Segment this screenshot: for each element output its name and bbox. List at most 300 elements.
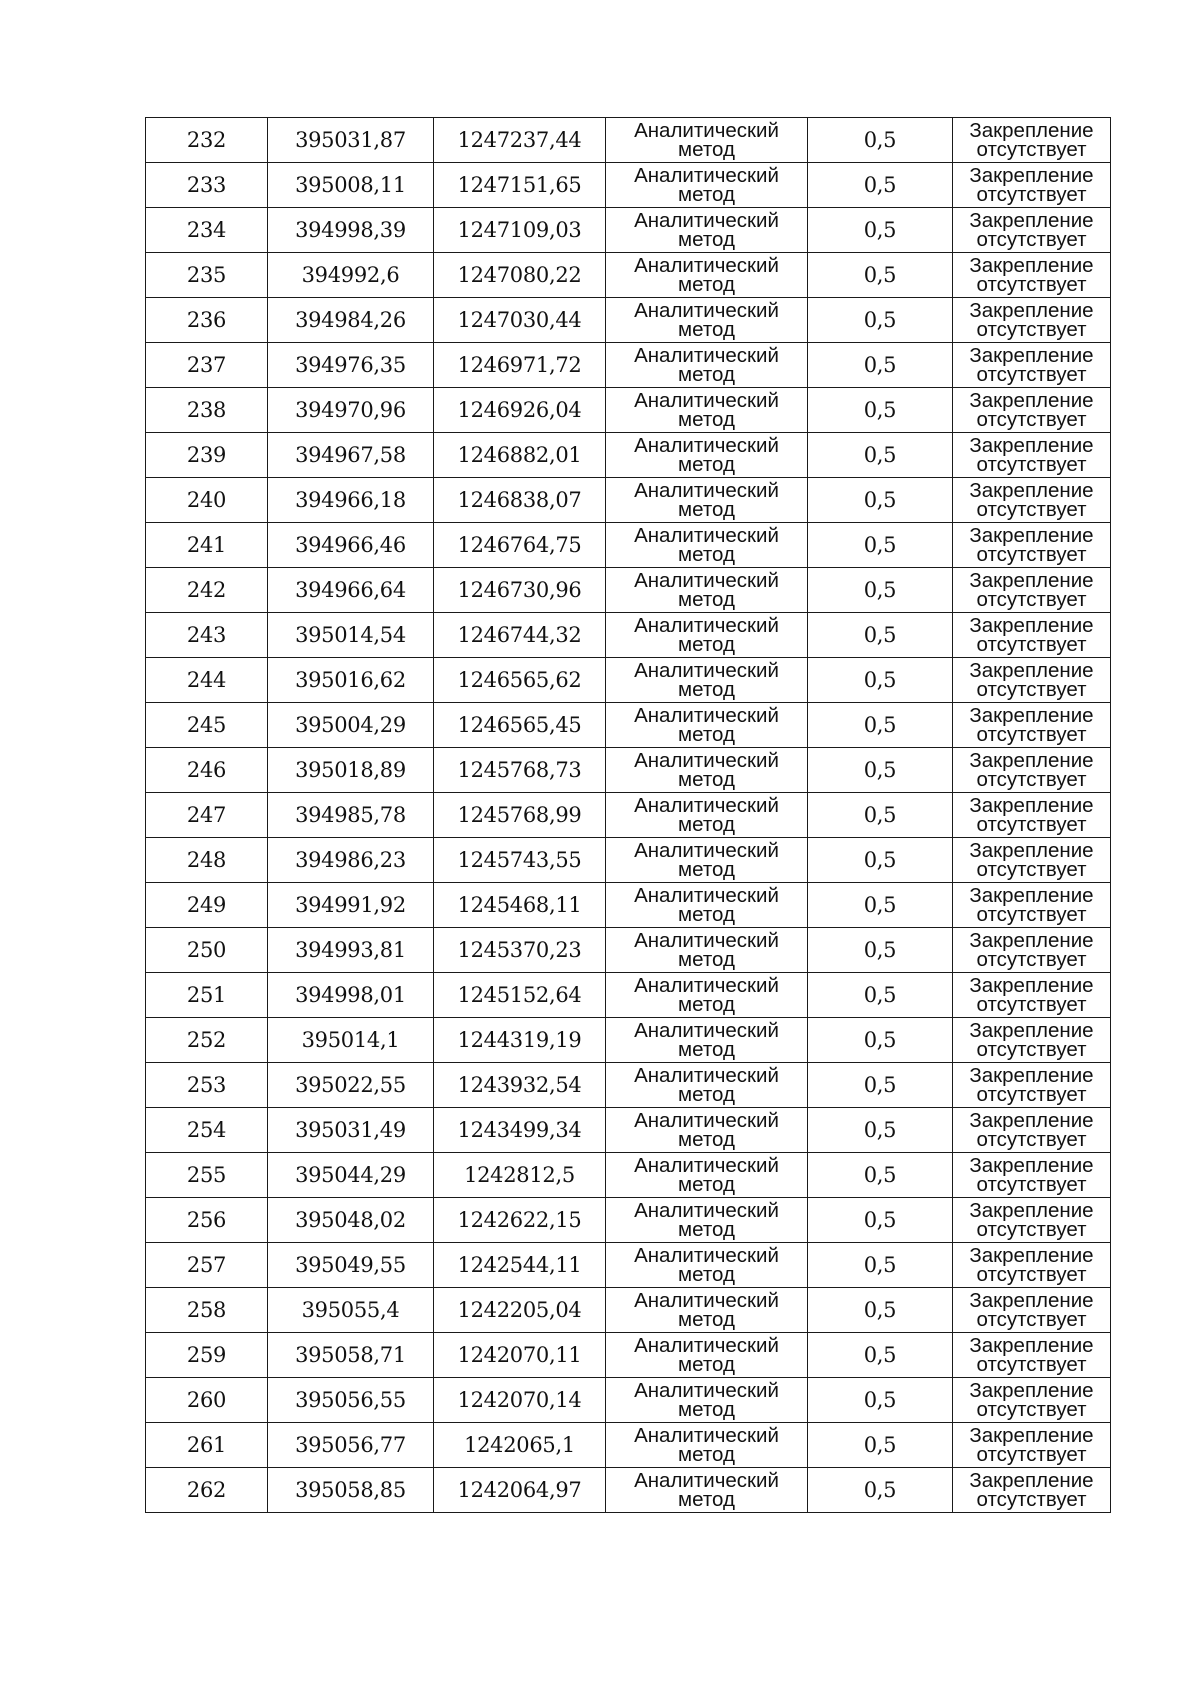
- method-cell-line: Аналитический: [634, 749, 779, 772]
- error-cell: 0,5: [808, 163, 953, 208]
- point-number-cell: 234: [146, 208, 268, 253]
- method-cell: [606, 118, 808, 163]
- fixing-cell: [953, 478, 1111, 523]
- fixing-cell-line: Закрепление: [969, 614, 1094, 637]
- method-cell-line: Аналитический: [634, 1064, 779, 1087]
- x-coordinate-cell: 394998,39: [268, 208, 434, 253]
- table-row: [146, 1198, 1111, 1243]
- point-number-cell: 232: [146, 118, 268, 163]
- method-cell-line: метод: [678, 1128, 735, 1151]
- fixing-cell-line: Закрепление: [969, 524, 1094, 547]
- error-cell: 0,5: [808, 1063, 953, 1108]
- table-row: [146, 928, 1111, 973]
- point-number-cell: 238: [146, 388, 268, 433]
- fixing-cell: [953, 1243, 1111, 1288]
- y-coordinate-cell: 1246971,72: [434, 343, 606, 388]
- method-cell-line: метод: [678, 633, 735, 656]
- method-cell-line: Аналитический: [634, 1154, 779, 1177]
- y-coordinate-cell: 1242544,11: [434, 1243, 606, 1288]
- error-cell: 0,5: [808, 748, 953, 793]
- point-number-cell: 239: [146, 433, 268, 478]
- method-cell-line: метод: [678, 228, 735, 251]
- table-row: [146, 253, 1111, 298]
- point-number-cell: 260: [146, 1378, 268, 1423]
- point-number-cell: 247: [146, 793, 268, 838]
- fixing-cell-line: отсутствует: [976, 1488, 1087, 1511]
- fixing-cell: [953, 1153, 1111, 1198]
- table-row: [146, 1468, 1111, 1513]
- y-coordinate-cell: 1247109,03: [434, 208, 606, 253]
- method-cell: [606, 1198, 808, 1243]
- fixing-cell-line: отсутствует: [976, 1398, 1087, 1421]
- method-cell-line: метод: [678, 1173, 735, 1196]
- method-cell-line: Аналитический: [634, 794, 779, 817]
- fixing-cell-line: отсутствует: [976, 228, 1087, 251]
- error-cell: 0,5: [808, 1288, 953, 1333]
- x-coordinate-cell: 394966,18: [268, 478, 434, 523]
- table-row: [146, 1018, 1111, 1063]
- error-cell: 0,5: [808, 388, 953, 433]
- method-cell-line: метод: [678, 948, 735, 971]
- x-coordinate-cell: 395022,55: [268, 1063, 434, 1108]
- method-cell-line: метод: [678, 858, 735, 881]
- fixing-cell-line: отсутствует: [976, 768, 1087, 791]
- x-coordinate-cell: 394966,64: [268, 568, 434, 613]
- table-row: [146, 298, 1111, 343]
- point-number-cell: 262: [146, 1468, 268, 1513]
- table-row: [146, 793, 1111, 838]
- y-coordinate-cell: 1246926,04: [434, 388, 606, 433]
- method-cell-line: метод: [678, 723, 735, 746]
- point-number-cell: 237: [146, 343, 268, 388]
- x-coordinate-cell: 395058,71: [268, 1333, 434, 1378]
- fixing-cell-line: отсутствует: [976, 1218, 1087, 1241]
- method-cell: [606, 793, 808, 838]
- fixing-cell-line: отсутствует: [976, 1443, 1087, 1466]
- point-number-cell: 257: [146, 1243, 268, 1288]
- fixing-cell-line: Закрепление: [969, 434, 1094, 457]
- table-row: [146, 1423, 1111, 1468]
- fixing-cell-line: отсутствует: [976, 1353, 1087, 1376]
- x-coordinate-cell: 395018,89: [268, 748, 434, 793]
- method-cell-line: метод: [678, 1488, 735, 1511]
- fixing-cell-line: Закрепление: [969, 254, 1094, 277]
- x-coordinate-cell: 395016,62: [268, 658, 434, 703]
- method-cell-line: метод: [678, 813, 735, 836]
- method-cell: [606, 613, 808, 658]
- method-cell-line: метод: [678, 498, 735, 521]
- y-coordinate-cell: 1242070,11: [434, 1333, 606, 1378]
- y-coordinate-cell: 1244319,19: [434, 1018, 606, 1063]
- method-cell-line: метод: [678, 363, 735, 386]
- fixing-cell-line: Закрепление: [969, 839, 1094, 862]
- fixing-cell: [953, 298, 1111, 343]
- fixing-cell-line: отсутствует: [976, 273, 1087, 296]
- method-cell-line: метод: [678, 1083, 735, 1106]
- method-cell-line: Аналитический: [634, 164, 779, 187]
- method-cell: [606, 523, 808, 568]
- method-cell-line: Аналитический: [634, 1019, 779, 1042]
- method-cell: [606, 928, 808, 973]
- table-row: [146, 118, 1111, 163]
- error-cell: 0,5: [808, 433, 953, 478]
- method-cell-line: метод: [678, 453, 735, 476]
- point-number-cell: 236: [146, 298, 268, 343]
- method-cell: [606, 1018, 808, 1063]
- y-coordinate-cell: 1246565,45: [434, 703, 606, 748]
- fixing-cell-line: Закрепление: [969, 884, 1094, 907]
- table-row: [146, 1153, 1111, 1198]
- fixing-cell-line: отсутствует: [976, 1263, 1087, 1286]
- fixing-cell-line: Закрепление: [969, 1019, 1094, 1042]
- x-coordinate-cell: 395058,85: [268, 1468, 434, 1513]
- method-cell-line: метод: [678, 1263, 735, 1286]
- table-row: [146, 703, 1111, 748]
- point-number-cell: 259: [146, 1333, 268, 1378]
- y-coordinate-cell: 1245468,11: [434, 883, 606, 928]
- y-coordinate-cell: 1242064,97: [434, 1468, 606, 1513]
- error-cell: 0,5: [808, 703, 953, 748]
- fixing-cell-line: Закрепление: [969, 119, 1094, 142]
- x-coordinate-cell: 394966,46: [268, 523, 434, 568]
- fixing-cell: [953, 613, 1111, 658]
- table-row: [146, 343, 1111, 388]
- error-cell: 0,5: [808, 928, 953, 973]
- method-cell-line: Аналитический: [634, 1469, 779, 1492]
- y-coordinate-cell: 1246565,62: [434, 658, 606, 703]
- table-row: [146, 883, 1111, 928]
- fixing-cell-line: Закрепление: [969, 794, 1094, 817]
- y-coordinate-cell: 1247030,44: [434, 298, 606, 343]
- error-cell: 0,5: [808, 298, 953, 343]
- fixing-cell-line: Закрепление: [969, 344, 1094, 367]
- method-cell-line: Аналитический: [634, 1424, 779, 1447]
- fixing-cell: [953, 1468, 1111, 1513]
- error-cell: 0,5: [808, 208, 953, 253]
- point-number-cell: 242: [146, 568, 268, 613]
- method-cell: [606, 703, 808, 748]
- fixing-cell: [953, 163, 1111, 208]
- method-cell-line: метод: [678, 1398, 735, 1421]
- point-number-cell: 250: [146, 928, 268, 973]
- table-row: [146, 568, 1111, 613]
- method-cell: [606, 1108, 808, 1153]
- fixing-cell-line: отсутствует: [976, 453, 1087, 476]
- fixing-cell: [953, 433, 1111, 478]
- y-coordinate-cell: 1242065,1: [434, 1423, 606, 1468]
- fixing-cell-line: Закрепление: [969, 164, 1094, 187]
- x-coordinate-cell: 394984,26: [268, 298, 434, 343]
- x-coordinate-cell: 395055,4: [268, 1288, 434, 1333]
- x-coordinate-cell: 394976,35: [268, 343, 434, 388]
- x-coordinate-cell: 394993,81: [268, 928, 434, 973]
- table-row: [146, 1333, 1111, 1378]
- error-cell: 0,5: [808, 568, 953, 613]
- y-coordinate-cell: 1242070,14: [434, 1378, 606, 1423]
- fixing-cell: [953, 838, 1111, 883]
- method-cell-line: Аналитический: [634, 209, 779, 232]
- y-coordinate-cell: 1245768,99: [434, 793, 606, 838]
- fixing-cell-line: отсутствует: [976, 588, 1087, 611]
- method-cell-line: Аналитический: [634, 389, 779, 412]
- method-cell-line: Аналитический: [634, 1379, 779, 1402]
- fixing-cell-line: Закрепление: [969, 704, 1094, 727]
- method-cell: [606, 658, 808, 703]
- method-cell-line: Аналитический: [634, 569, 779, 592]
- fixing-cell-line: отсутствует: [976, 1083, 1087, 1106]
- y-coordinate-cell: 1246764,75: [434, 523, 606, 568]
- fixing-cell-line: отсутствует: [976, 363, 1087, 386]
- y-coordinate-cell: 1246730,96: [434, 568, 606, 613]
- x-coordinate-cell: 394970,96: [268, 388, 434, 433]
- method-cell: [606, 748, 808, 793]
- method-cell: [606, 253, 808, 298]
- method-cell: [606, 1333, 808, 1378]
- method-cell: [606, 838, 808, 883]
- x-coordinate-cell: 395008,11: [268, 163, 434, 208]
- x-coordinate-cell: 395031,87: [268, 118, 434, 163]
- method-cell-line: метод: [678, 1038, 735, 1061]
- fixing-cell: [953, 343, 1111, 388]
- error-cell: 0,5: [808, 1243, 953, 1288]
- coordinates-table: [145, 117, 1111, 1513]
- fixing-cell-line: отсутствует: [976, 498, 1087, 521]
- method-cell: [606, 1288, 808, 1333]
- method-cell: [606, 1468, 808, 1513]
- table-row: [146, 613, 1111, 658]
- method-cell: [606, 208, 808, 253]
- method-cell-line: метод: [678, 903, 735, 926]
- error-cell: 0,5: [808, 523, 953, 568]
- fixing-cell: [953, 208, 1111, 253]
- error-cell: 0,5: [808, 253, 953, 298]
- fixing-cell: [953, 568, 1111, 613]
- point-number-cell: 246: [146, 748, 268, 793]
- y-coordinate-cell: 1246882,01: [434, 433, 606, 478]
- fixing-cell: [953, 658, 1111, 703]
- fixing-cell-line: Закрепление: [969, 974, 1094, 997]
- table-row: [146, 523, 1111, 568]
- fixing-cell-line: Закрепление: [969, 749, 1094, 772]
- fixing-cell-line: отсутствует: [976, 183, 1087, 206]
- y-coordinate-cell: 1243932,54: [434, 1063, 606, 1108]
- fixing-cell-line: Закрепление: [969, 1109, 1094, 1132]
- method-cell-line: метод: [678, 408, 735, 431]
- fixing-cell: [953, 523, 1111, 568]
- method-cell-line: метод: [678, 1353, 735, 1376]
- fixing-cell: [953, 1333, 1111, 1378]
- error-cell: 0,5: [808, 478, 953, 523]
- fixing-cell-line: Закрепление: [969, 1199, 1094, 1222]
- table-body: [146, 118, 1111, 1513]
- fixing-cell: [953, 748, 1111, 793]
- fixing-cell-line: Закрепление: [969, 479, 1094, 502]
- x-coordinate-cell: 394986,23: [268, 838, 434, 883]
- fixing-cell-line: отсутствует: [976, 633, 1087, 656]
- x-coordinate-cell: 395014,54: [268, 613, 434, 658]
- y-coordinate-cell: 1245743,55: [434, 838, 606, 883]
- fixing-cell: [953, 388, 1111, 433]
- method-cell-line: Аналитический: [634, 884, 779, 907]
- fixing-cell-line: Закрепление: [969, 1469, 1094, 1492]
- error-cell: 0,5: [808, 343, 953, 388]
- point-number-cell: 241: [146, 523, 268, 568]
- point-number-cell: 240: [146, 478, 268, 523]
- method-cell-line: Аналитический: [634, 434, 779, 457]
- y-coordinate-cell: 1246838,07: [434, 478, 606, 523]
- x-coordinate-cell: 395044,29: [268, 1153, 434, 1198]
- fixing-cell-line: Закрепление: [969, 1289, 1094, 1312]
- method-cell-line: Аналитический: [634, 614, 779, 637]
- method-cell-line: метод: [678, 318, 735, 341]
- method-cell-line: метод: [678, 993, 735, 1016]
- table-row: [146, 1063, 1111, 1108]
- y-coordinate-cell: 1242205,04: [434, 1288, 606, 1333]
- method-cell: [606, 478, 808, 523]
- point-number-cell: 255: [146, 1153, 268, 1198]
- error-cell: 0,5: [808, 973, 953, 1018]
- fixing-cell-line: Закрепление: [969, 1334, 1094, 1357]
- fixing-cell: [953, 1288, 1111, 1333]
- method-cell-line: Аналитический: [634, 974, 779, 997]
- method-cell: [606, 1063, 808, 1108]
- method-cell: [606, 343, 808, 388]
- method-cell-line: Аналитический: [634, 254, 779, 277]
- error-cell: 0,5: [808, 1423, 953, 1468]
- x-coordinate-cell: 394991,92: [268, 883, 434, 928]
- table-row: [146, 1378, 1111, 1423]
- error-cell: 0,5: [808, 793, 953, 838]
- point-number-cell: 252: [146, 1018, 268, 1063]
- y-coordinate-cell: 1247080,22: [434, 253, 606, 298]
- y-coordinate-cell: 1247237,44: [434, 118, 606, 163]
- method-cell-line: метод: [678, 588, 735, 611]
- table-row: [146, 658, 1111, 703]
- fixing-cell-line: отсутствует: [976, 858, 1087, 881]
- error-cell: 0,5: [808, 1333, 953, 1378]
- method-cell-line: Аналитический: [634, 704, 779, 727]
- method-cell-line: Аналитический: [634, 119, 779, 142]
- fixing-cell: [953, 118, 1111, 163]
- fixing-cell: [953, 1198, 1111, 1243]
- fixing-cell-line: Закрепление: [969, 1154, 1094, 1177]
- x-coordinate-cell: 395056,77: [268, 1423, 434, 1468]
- fixing-cell-line: отсутствует: [976, 993, 1087, 1016]
- fixing-cell-line: отсутствует: [976, 678, 1087, 701]
- error-cell: 0,5: [808, 613, 953, 658]
- fixing-cell-line: отсутствует: [976, 408, 1087, 431]
- fixing-cell-line: отсутствует: [976, 138, 1087, 161]
- table-row: [146, 748, 1111, 793]
- x-coordinate-cell: 395049,55: [268, 1243, 434, 1288]
- y-coordinate-cell: 1246744,32: [434, 613, 606, 658]
- fixing-cell: [953, 793, 1111, 838]
- point-number-cell: 261: [146, 1423, 268, 1468]
- y-coordinate-cell: 1245768,73: [434, 748, 606, 793]
- table-row: [146, 1243, 1111, 1288]
- fixing-cell: [953, 928, 1111, 973]
- method-cell: [606, 163, 808, 208]
- method-cell-line: метод: [678, 678, 735, 701]
- error-cell: 0,5: [808, 1108, 953, 1153]
- fixing-cell: [953, 1423, 1111, 1468]
- fixing-cell: [953, 703, 1111, 748]
- table-row: [146, 388, 1111, 433]
- fixing-cell-line: Закрепление: [969, 1064, 1094, 1087]
- method-cell: [606, 973, 808, 1018]
- fixing-cell: [953, 1378, 1111, 1423]
- method-cell-line: Аналитический: [634, 929, 779, 952]
- y-coordinate-cell: 1245152,64: [434, 973, 606, 1018]
- method-cell-line: Аналитический: [634, 479, 779, 502]
- fixing-cell-line: отсутствует: [976, 948, 1087, 971]
- method-cell-line: Аналитический: [634, 659, 779, 682]
- method-cell-line: Аналитический: [634, 524, 779, 547]
- method-cell: [606, 883, 808, 928]
- fixing-cell-line: отсутствует: [976, 1308, 1087, 1331]
- fixing-cell: [953, 1108, 1111, 1153]
- table-row: [146, 163, 1111, 208]
- fixing-cell-line: Закрепление: [969, 209, 1094, 232]
- x-coordinate-cell: 395048,02: [268, 1198, 434, 1243]
- y-coordinate-cell: 1245370,23: [434, 928, 606, 973]
- point-number-cell: 244: [146, 658, 268, 703]
- table-row: [146, 1108, 1111, 1153]
- x-coordinate-cell: 394998,01: [268, 973, 434, 1018]
- point-number-cell: 233: [146, 163, 268, 208]
- error-cell: 0,5: [808, 838, 953, 883]
- y-coordinate-cell: 1243499,34: [434, 1108, 606, 1153]
- error-cell: 0,5: [808, 1378, 953, 1423]
- method-cell-line: метод: [678, 1443, 735, 1466]
- x-coordinate-cell: 394992,6: [268, 253, 434, 298]
- error-cell: 0,5: [808, 1018, 953, 1063]
- table-row: [146, 433, 1111, 478]
- method-cell-line: метод: [678, 1308, 735, 1331]
- method-cell-line: Аналитический: [634, 344, 779, 367]
- fixing-cell: [953, 1063, 1111, 1108]
- table-row: [146, 973, 1111, 1018]
- x-coordinate-cell: 394985,78: [268, 793, 434, 838]
- method-cell-line: метод: [678, 138, 735, 161]
- method-cell-line: Аналитический: [634, 1334, 779, 1357]
- fixing-cell: [953, 253, 1111, 298]
- y-coordinate-cell: 1242622,15: [434, 1198, 606, 1243]
- fixing-cell-line: Закрепление: [969, 659, 1094, 682]
- point-number-cell: 251: [146, 973, 268, 1018]
- table-row: [146, 478, 1111, 523]
- point-number-cell: 243: [146, 613, 268, 658]
- method-cell-line: Аналитический: [634, 299, 779, 322]
- fixing-cell-line: Закрепление: [969, 299, 1094, 322]
- table-row: [146, 208, 1111, 253]
- point-number-cell: 256: [146, 1198, 268, 1243]
- fixing-cell-line: отсутствует: [976, 1128, 1087, 1151]
- point-number-cell: 245: [146, 703, 268, 748]
- fixing-cell-line: отсутствует: [976, 543, 1087, 566]
- x-coordinate-cell: 394967,58: [268, 433, 434, 478]
- method-cell-line: Аналитический: [634, 839, 779, 862]
- fixing-cell-line: отсутствует: [976, 903, 1087, 926]
- fixing-cell-line: Закрепление: [969, 1244, 1094, 1267]
- method-cell: [606, 1243, 808, 1288]
- method-cell: [606, 298, 808, 343]
- method-cell-line: метод: [678, 543, 735, 566]
- method-cell-line: Аналитический: [634, 1109, 779, 1132]
- error-cell: 0,5: [808, 658, 953, 703]
- fixing-cell: [953, 1018, 1111, 1063]
- y-coordinate-cell: 1247151,65: [434, 163, 606, 208]
